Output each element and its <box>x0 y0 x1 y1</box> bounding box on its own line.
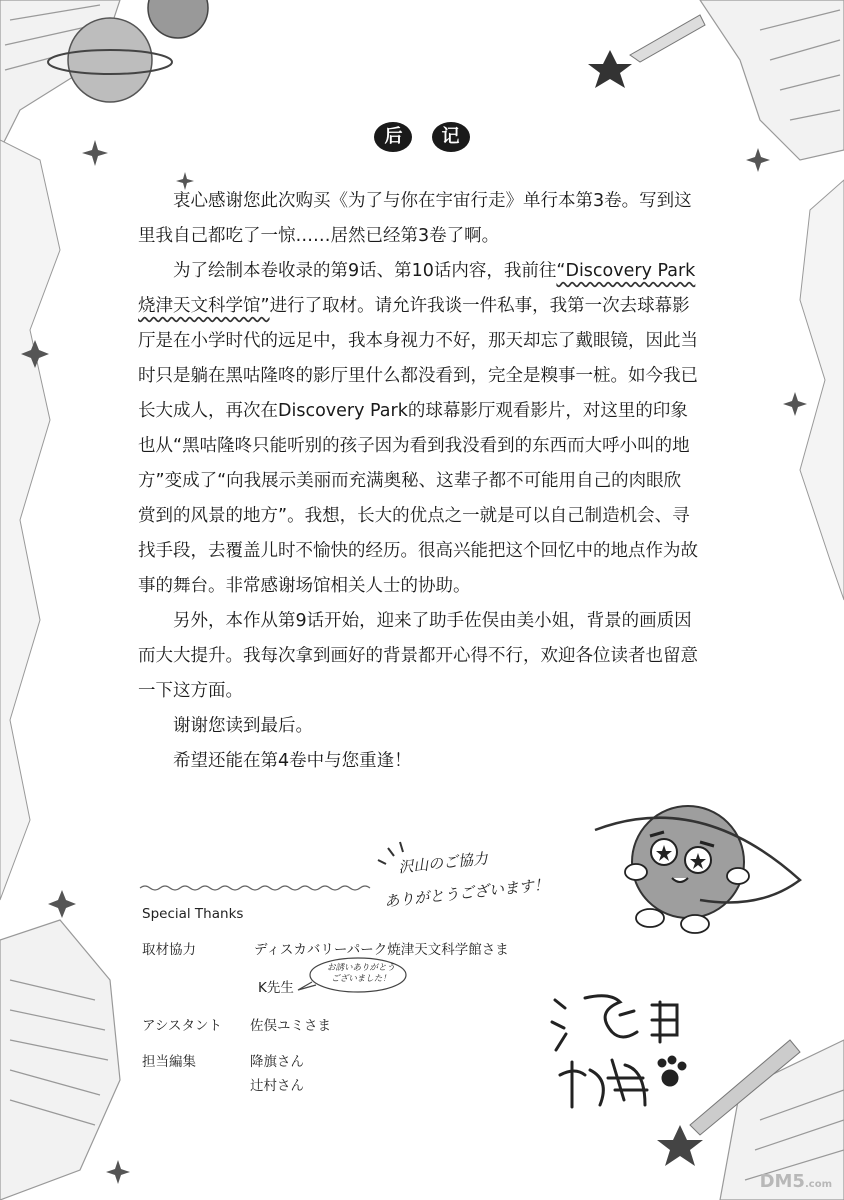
planet-top-center <box>148 0 208 38</box>
watermark-text: DM5 <box>759 1171 805 1192</box>
place-name: “Discovery Park 烧津天文科学馆” <box>138 261 696 316</box>
title-char-2: 记 <box>432 122 470 152</box>
credit-value: K先生 <box>258 980 294 996</box>
wavy-divider <box>140 886 370 890</box>
author-signature <box>552 996 685 1107</box>
speech-bubble-line-2: ございました！ <box>331 974 391 984</box>
credit-value: 佐俣ユミさま <box>250 1018 331 1034</box>
paragraph-1: 衷心感谢您此次购买《为了与你在宇宙行走》单行本第3卷。写到这里我自己都吃了一惊……居然已经第3卷了啊。 <box>138 191 692 246</box>
credit-label: 取材協力 <box>142 942 196 958</box>
speech-bubble-text <box>326 963 396 985</box>
shooting-star-top <box>588 15 705 88</box>
credit-value: 降旗さん <box>250 1054 304 1070</box>
planet-mascot <box>595 806 800 933</box>
credit-label: 担当編集 <box>142 1054 196 1070</box>
paragraph-5: 希望还能在第4卷中与您重逢！ <box>173 751 412 771</box>
notebook-scrap-bottom-left <box>0 920 120 1200</box>
special-thanks-header: Special Thanks <box>142 906 244 922</box>
credit-label: アシスタント <box>142 1018 223 1034</box>
watermark-suffix: .com <box>804 1179 832 1190</box>
paragraph-2-rest: 进行了取材。请允许我谈一件私事，我第一次去球幕影厅是在小学时代的远足中，我本身视力不好，那天却忘了戴眼镜，因此当时只是躺在黑咕隆咚的影厅里什么都没看到，完全是糗事一桩。如今我已长大成人，再次在Discovery Park的球幕影厅观看影片，对这里的印象也从“黑咕隆咚只能听别的孩子因为看到我没看到的东西而大呼小叫的地方”变成了“向我展示美丽而充满奥秘、这辈子都不可能用自己的肉眼欣赏到的风景的地方”。我想，长大的优点之一就是可以自己制造机会、寻找手段，去覆盖儿时不愉快的经历。很高兴能把这个回忆中的地点作为故事的舞台。非常感谢场馆相关人士的协助。 <box>138 296 698 596</box>
credit-value: ディスカバリーパーク焼津天文科学館さま <box>254 942 509 958</box>
credit-value: 辻村さん <box>250 1078 304 1094</box>
handwritten-note-line-1: 沢山のご協力 <box>397 849 489 877</box>
paragraph-4: 谢谢您读到最后。 <box>173 716 313 736</box>
paragraph-2 <box>138 254 698 604</box>
paragraph-2-intro: 为了绘制本卷收录的第9话、第10话内容，我前往 <box>173 261 557 281</box>
speech-bubble-line-1: お誘いありがとう <box>326 963 395 973</box>
title-char-1: 后 <box>374 122 412 152</box>
torn-paper-right <box>800 180 844 600</box>
afterword-body <box>138 184 698 779</box>
torn-paper-left <box>0 140 60 900</box>
afterword-title <box>0 122 844 152</box>
watermark <box>760 1171 832 1192</box>
paragraph-3: 另外，本作从第9话开始，迎来了助手佐俣由美小姐，背景的画质因而大大提升。我每次拿到画好的背景都开心得不行，欢迎各位读者也留意一下这方面。 <box>138 611 698 701</box>
handwritten-note-line-2: ありがとうございます！ <box>383 875 550 911</box>
